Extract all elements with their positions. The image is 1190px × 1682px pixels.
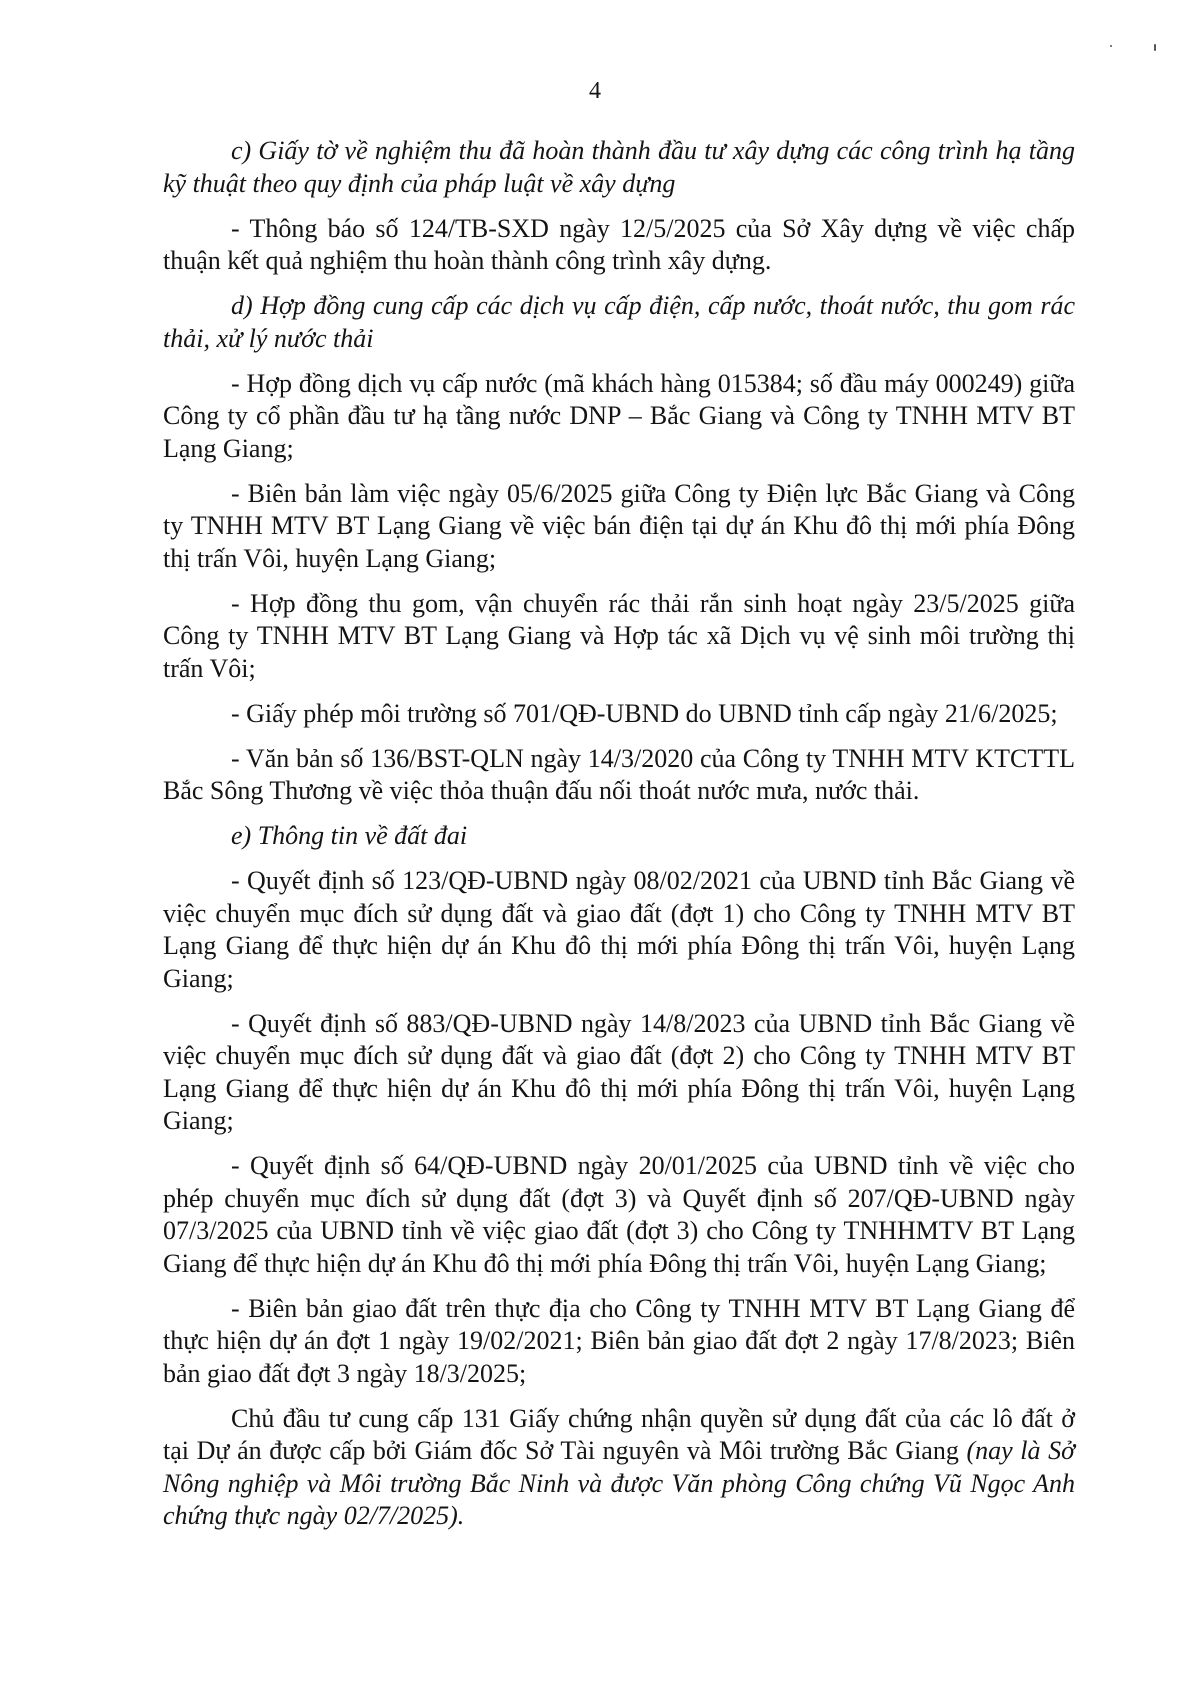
paragraph-drainage-letter: - Văn bản số 136/BST-QLN ngày 14/3/2020 của Công ty TNHH MTV KTCTTL Bắc Sông Thương về việc thỏa thuận đấu nối thoát nước mưa, nước thải. bbox=[163, 743, 1075, 805]
document-body bbox=[163, 135, 1075, 1545]
closing-text: Chủ đầu tư cung cấp 131 Giấy chứng nhận quyền sử dụng đất của các lô đất ở tại Dự án được cấp bởi Giám đốc Sở Tài nguyên và Môi trường Bắc Giang bbox=[163, 1403, 1075, 1465]
page-number: 4 bbox=[589, 78, 601, 104]
closing-italic-note: (nay là Sở Nông nghiệp và Môi trường Bắc Ninh và được Văn phòng Công chứng Vũ Ngọc Anh chứng thực ngày 02/7/2025). bbox=[163, 1436, 1075, 1530]
section-heading-c: c) Giấy tờ về nghiệm thu đã hoàn thành đầu tư xây dựng các công trình hạ tầng kỹ thuật theo quy định của pháp luật về xây dựng bbox=[163, 136, 1075, 198]
paragraph-decision-64: - Quyết định số 64/QĐ-UBND ngày 20/01/2025 của UBND tỉnh về việc cho phép chuyển mục đích sử dụng đất (đợt 3) và Quyết định số 207/QĐ-UBND ngày 07/3/2025 của UBND tỉnh về việc giao đất (đợt 3) cho Công ty TNHHMTV BT Lạng Giang để thực hiện dự án Khu đô thị mới phía Đông thị trấn Vôi, huyện Lạng Giang; bbox=[163, 1151, 1075, 1278]
paragraph-decision-123: - Quyết định số 123/QĐ-UBND ngày 08/02/2021 của UBND tỉnh Bắc Giang về việc chuyển mục đích sử dụng đất và giao đất (đợt 1) cho Công ty TNHH MTV BT Lạng Giang để thực hiện dự án Khu đô thị mới phía Đông thị trấn Vôi, huyện Lạng Giang; bbox=[163, 866, 1075, 993]
paragraph-land-handover: - Biên bản giao đất trên thực địa cho Công ty TNHH MTV BT Lạng Giang để thực hiện dự án đợt 1 ngày 19/02/2021; Biên bản giao đất đợt 2 ngày 17/8/2023; Biên bản giao đất đợt 3 ngày 18/3/2025; bbox=[163, 1293, 1075, 1388]
paragraph-closing bbox=[163, 1403, 1075, 1533]
section-heading-e: e) Thông tin về đất đai bbox=[231, 821, 468, 850]
section-heading-d: d) Hợp đồng cung cấp các dịch vụ cấp điện, cấp nước, thoát nước, thu gom rác thải, xử lý nước thải bbox=[163, 291, 1075, 353]
paragraph-environment-permit: - Giấy phép môi trường số 701/QĐ-UBND do UBND tỉnh cấp ngày 21/6/2025; bbox=[231, 698, 1058, 728]
paragraph-waste-contract: - Hợp đồng thu gom, vận chuyển rác thải rắn sinh hoạt ngày 23/5/2025 giữa Công ty TNHH MTV BT Lạng Giang và Hợp tác xã Dịch vụ vệ sinh môi trường thị trấn Vôi; bbox=[163, 588, 1075, 683]
paragraph-notice-124: - Thông báo số 124/TB-SXD ngày 12/5/2025 của Sở Xây dựng về việc chấp thuận kết quả nghiệm thu hoàn thành công trình xây dựng. bbox=[163, 213, 1075, 275]
scan-specks bbox=[1108, 42, 1168, 56]
paragraph-electricity-minutes: - Biên bản làm việc ngày 05/6/2025 giữa Công ty Điện lực Bắc Giang và Công ty TNHH MTV BT Lạng Giang về việc bán điện tại dự án Khu đô thị mới phía Đông thị trấn Vôi, huyện Lạng Giang; bbox=[163, 478, 1075, 573]
paragraph-decision-883: - Quyết định số 883/QĐ-UBND ngày 14/8/2023 của UBND tỉnh Bắc Giang về việc chuyển mục đích sử dụng đất và giao đất (đợt 2) cho Công ty TNHH MTV BT Lạng Giang để thực hiện dự án Khu đô thị mới phía Đông thị trấn Vôi, huyện Lạng Giang; bbox=[163, 1008, 1075, 1135]
paragraph-water-contract: - Hợp đồng dịch vụ cấp nước (mã khách hàng 015384; số đầu máy 000249) giữa Công ty cổ phần đầu tư hạ tầng nước DNP – Bắc Giang và Công ty TNHH MTV BT Lạng Giang; bbox=[163, 368, 1075, 463]
